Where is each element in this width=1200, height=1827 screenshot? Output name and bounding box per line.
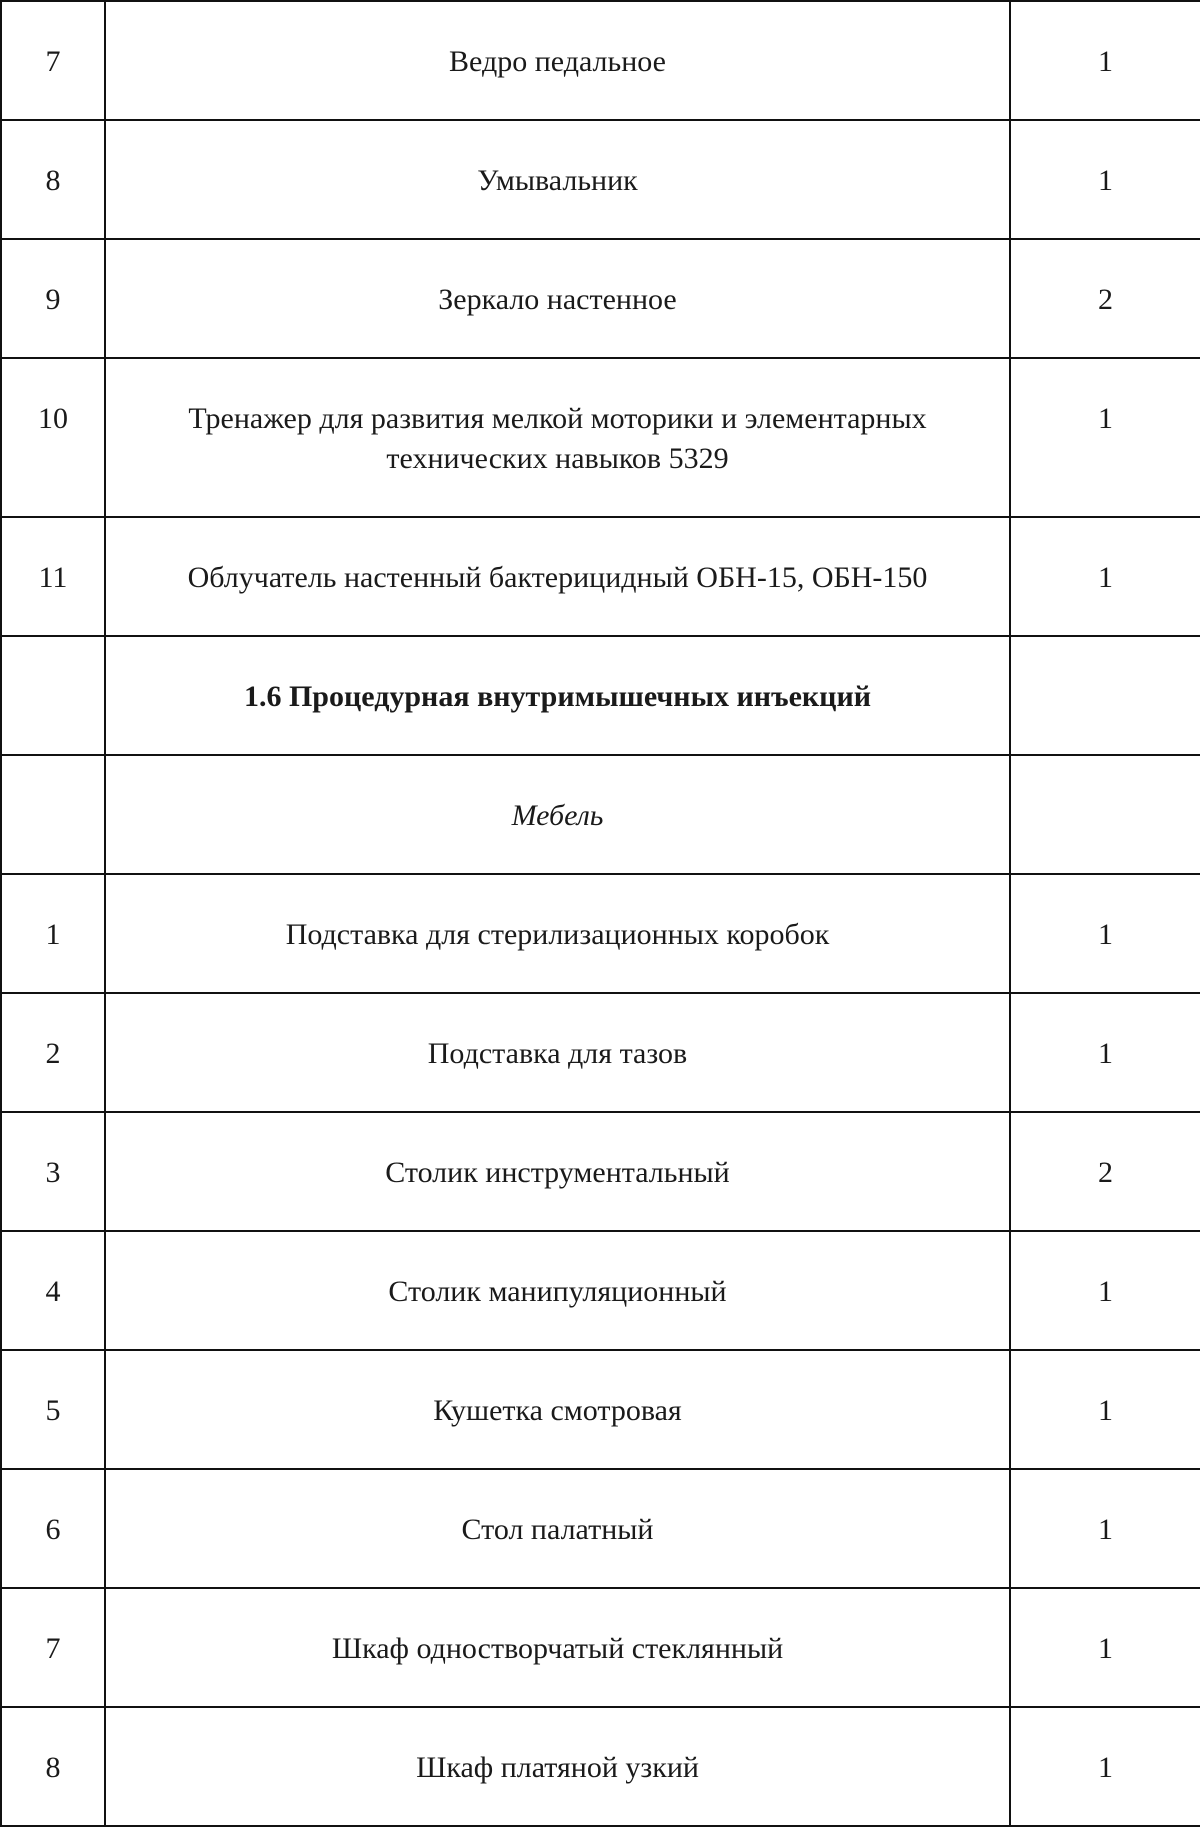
item-name: Умывальник <box>477 164 638 197</box>
item-quantity: 1 <box>1098 561 1113 594</box>
item-name-cell <box>105 874 1010 993</box>
subsection-title-cell <box>105 755 1010 874</box>
item-name: Стол палатный <box>461 1513 654 1546</box>
quantity-cell <box>1010 1588 1200 1707</box>
row-number: 9 <box>45 283 61 316</box>
quantity-cell <box>1010 517 1200 636</box>
row-number: 5 <box>45 1394 61 1427</box>
row-number-cell <box>1 993 105 1112</box>
quantity-cell <box>1010 874 1200 993</box>
item-name-cell <box>105 1 1010 120</box>
row-number: 8 <box>45 164 61 197</box>
section-header-row <box>1 636 1200 755</box>
item-quantity: 1 <box>1098 918 1113 951</box>
table-row <box>1 517 1200 636</box>
item-quantity <box>1011 756 1200 796</box>
item-name: Облучатель настенный бактерицидный ОБН-15, ОБН-150 <box>187 561 928 594</box>
item-name: Столик манипуляционный <box>388 1275 727 1308</box>
quantity-cell <box>1010 1 1200 120</box>
item-name: Подставка для тазов <box>427 1037 688 1070</box>
table-row <box>1 1588 1200 1707</box>
item-name-cell <box>105 1350 1010 1469</box>
item-quantity: 1 <box>1098 1751 1113 1784</box>
row-number <box>2 756 104 796</box>
row-number-cell <box>1 517 105 636</box>
row-number-cell <box>1 358 105 517</box>
quantity-cell <box>1010 358 1200 517</box>
row-number-cell <box>1 1707 105 1826</box>
item-name: Тренажер для развития мелкой моторики и элементарных технических навыков 5329 <box>188 402 927 475</box>
table-row <box>1 1 1200 120</box>
item-name-cell <box>105 1112 1010 1231</box>
item-name-cell <box>105 1707 1010 1826</box>
table-row <box>1 874 1200 993</box>
quantity-cell <box>1010 636 1200 755</box>
row-number: 7 <box>45 45 61 78</box>
subsection-title: Мебель <box>511 799 604 832</box>
item-quantity: 1 <box>1098 402 1113 435</box>
item-quantity: 1 <box>1098 1632 1113 1665</box>
row-number-cell <box>1 1112 105 1231</box>
row-number-cell <box>1 1231 105 1350</box>
table-row <box>1 1350 1200 1469</box>
item-name: Кушетка смотровая <box>433 1394 682 1427</box>
row-number: 3 <box>45 1156 61 1189</box>
subsection-header-row <box>1 755 1200 874</box>
row-number: 6 <box>45 1513 61 1546</box>
table-row <box>1 1112 1200 1231</box>
table-row <box>1 1231 1200 1350</box>
item-name: Зеркало настенное <box>438 283 677 316</box>
item-quantity: 1 <box>1098 1513 1113 1546</box>
item-name-cell <box>105 517 1010 636</box>
item-quantity: 1 <box>1098 1394 1113 1427</box>
item-name: Шкаф платяной узкий <box>416 1751 699 1784</box>
item-quantity: 1 <box>1098 45 1113 78</box>
row-number-cell <box>1 1469 105 1588</box>
table-row <box>1 993 1200 1112</box>
table-row <box>1 1707 1200 1826</box>
item-name-cell <box>105 120 1010 239</box>
quantity-cell <box>1010 1469 1200 1588</box>
quantity-cell <box>1010 120 1200 239</box>
item-quantity: 2 <box>1098 283 1113 316</box>
row-number-cell <box>1 1588 105 1707</box>
item-name: Шкаф одностворчатый стеклянный <box>331 1632 784 1665</box>
item-quantity <box>1011 637 1200 677</box>
item-name-cell <box>105 358 1010 517</box>
item-name: Столик инструментальный <box>385 1156 730 1189</box>
item-name-cell <box>105 993 1010 1112</box>
row-number-cell <box>1 755 105 874</box>
quantity-cell <box>1010 1231 1200 1350</box>
quantity-cell <box>1010 1112 1200 1231</box>
row-number: 8 <box>45 1751 61 1784</box>
table-row <box>1 358 1200 517</box>
row-number-cell <box>1 1 105 120</box>
row-number-cell <box>1 636 105 755</box>
quantity-cell <box>1010 1350 1200 1469</box>
item-name-cell <box>105 239 1010 358</box>
item-quantity: 2 <box>1098 1156 1113 1189</box>
item-name-cell <box>105 1469 1010 1588</box>
table-row <box>1 239 1200 358</box>
item-quantity: 1 <box>1098 164 1113 197</box>
row-number-cell <box>1 874 105 993</box>
row-number: 11 <box>38 561 68 594</box>
row-number-cell <box>1 120 105 239</box>
table-row <box>1 120 1200 239</box>
item-name: Ведро педальное <box>449 45 666 78</box>
item-quantity: 1 <box>1098 1275 1113 1308</box>
item-quantity: 1 <box>1098 1037 1113 1070</box>
quantity-cell <box>1010 1707 1200 1826</box>
quantity-cell <box>1010 993 1200 1112</box>
quantity-cell <box>1010 755 1200 874</box>
row-number <box>2 637 104 677</box>
row-number: 2 <box>45 1037 61 1070</box>
item-name: Подставка для стерилизационных коробок <box>285 918 830 951</box>
item-name-cell <box>105 1231 1010 1350</box>
table-row <box>1 1469 1200 1588</box>
row-number-cell <box>1 239 105 358</box>
row-number: 1 <box>45 918 61 951</box>
item-name-cell <box>105 1588 1010 1707</box>
section-title: 1.6 Процедурная внутримышечных инъекций <box>243 680 872 713</box>
quantity-cell <box>1010 239 1200 358</box>
row-number-cell <box>1 1350 105 1469</box>
row-number: 4 <box>45 1275 61 1308</box>
row-number: 7 <box>45 1632 61 1665</box>
row-number: 10 <box>38 402 68 435</box>
section-title-cell <box>105 636 1010 755</box>
